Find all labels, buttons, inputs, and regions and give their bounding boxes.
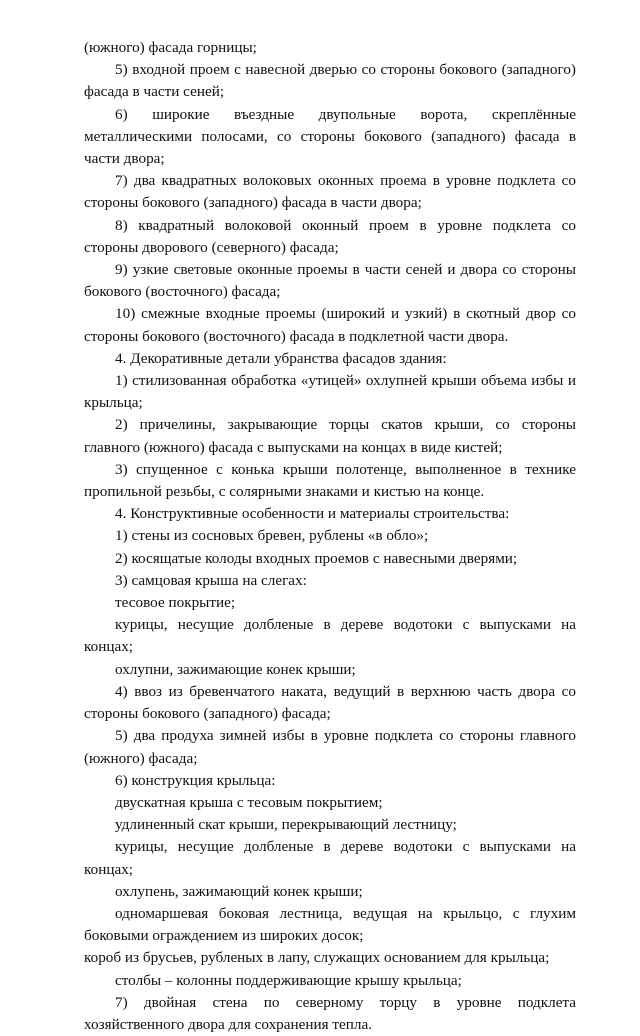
paragraph: курицы, несущие долбленые в дереве водотоки с выпусками на концах; [84, 838, 576, 878]
paragraph: 4. Декоративные детали убранства фасадов здания: [115, 349, 447, 367]
paragraph: (южного) фасада горницы; [84, 39, 257, 56]
paragraph: 3) самцовая крыша на слегах: [115, 571, 307, 589]
paragraph: тесовое покрытие; [115, 594, 236, 612]
paragraph: 6) широкие въездные двупольные ворота, скреплённые металлическими полосами, со стороны бокового (западного) фасада в части двора; [84, 105, 576, 168]
paragraph: двускатная крыша с тесовым покрытием; [115, 793, 383, 811]
paragraph: 6) конструкция крыльца: [115, 771, 276, 789]
paragraph: охлупни, зажимающие конек крыши; [115, 660, 356, 678]
paragraph: 4) ввоз из бревенчатого наката, ведущий в верхнюю часть двора со стороны бокового (западного) фасада; [84, 682, 576, 723]
paragraph: охлупень, зажимающий конек крыши; [115, 882, 363, 900]
paragraph: 7) два квадратных волоковых оконных проема в уровне подклета со стороны бокового (западного) фасада в части двора; [84, 172, 576, 212]
paragraph: столбы – колонны поддерживающие крышу крыльца; [115, 971, 462, 989]
document-body [84, 37, 576, 1036]
paragraph: 5) входной проем с навесной дверью со стороны бокового (западного) фасада в части сеней; [84, 61, 576, 101]
paragraph: 5) два продуха зимней избы в уровне подклета со стороны главного (южного) фасада; [84, 727, 576, 767]
paragraph: удлиненный скат крыши, перекрывающий лестницу; [115, 816, 457, 834]
paragraph: курицы, несущие долбленые в дереве водотоки с выпусками на концах; [84, 616, 576, 656]
paragraph: 1) стены из сосновых бревен, рублены «в обло»; [115, 527, 429, 545]
paragraph: 2) косящатые колоды входных проемов с навесными дверями; [115, 549, 518, 567]
paragraph: 9) узкие световые оконные проемы в части сеней и двора со стороны бокового (восточного) фасада; [84, 261, 576, 301]
paragraph: 7) двойная стена по северному торцу в уровне подклета хозяйственного двора для сохранения тепла. [84, 993, 576, 1033]
paragraph: 8) квадратный волоковой оконный проем в уровне подклета со стороны дворового (северного) фасада; [84, 216, 576, 256]
paragraph: 3) спущенное с конька крыши полотенце, выполненное в технике пропильной резьбы, с солярными знаками и кистью на конце. [84, 460, 576, 501]
paragraph: 4. Конструктивные особенности и материалы строительства: [115, 505, 510, 523]
paragraph: 1) стилизованная обработка «утицей» охлупней крыши объема избы и крыльца; [84, 372, 576, 412]
paragraph: 2) причелины, закрывающие торцы скатов крыши, со стороны главного (южного) фасада с выпусками на концах в виде кистей; [84, 416, 576, 456]
paragraph: одномаршевая боковая лестница, ведущая на крыльцо, с глухим боковыми ограждением из широких досок; [84, 904, 576, 945]
paragraph: 10) смежные входные проемы (широкий и узкий) в скотный двор со стороны бокового (восточного) фасада в подклетной части двора. [84, 305, 576, 345]
paragraph: короб из брусьев, рубленых в лапу, служащих основанием для крыльца; [84, 949, 550, 967]
